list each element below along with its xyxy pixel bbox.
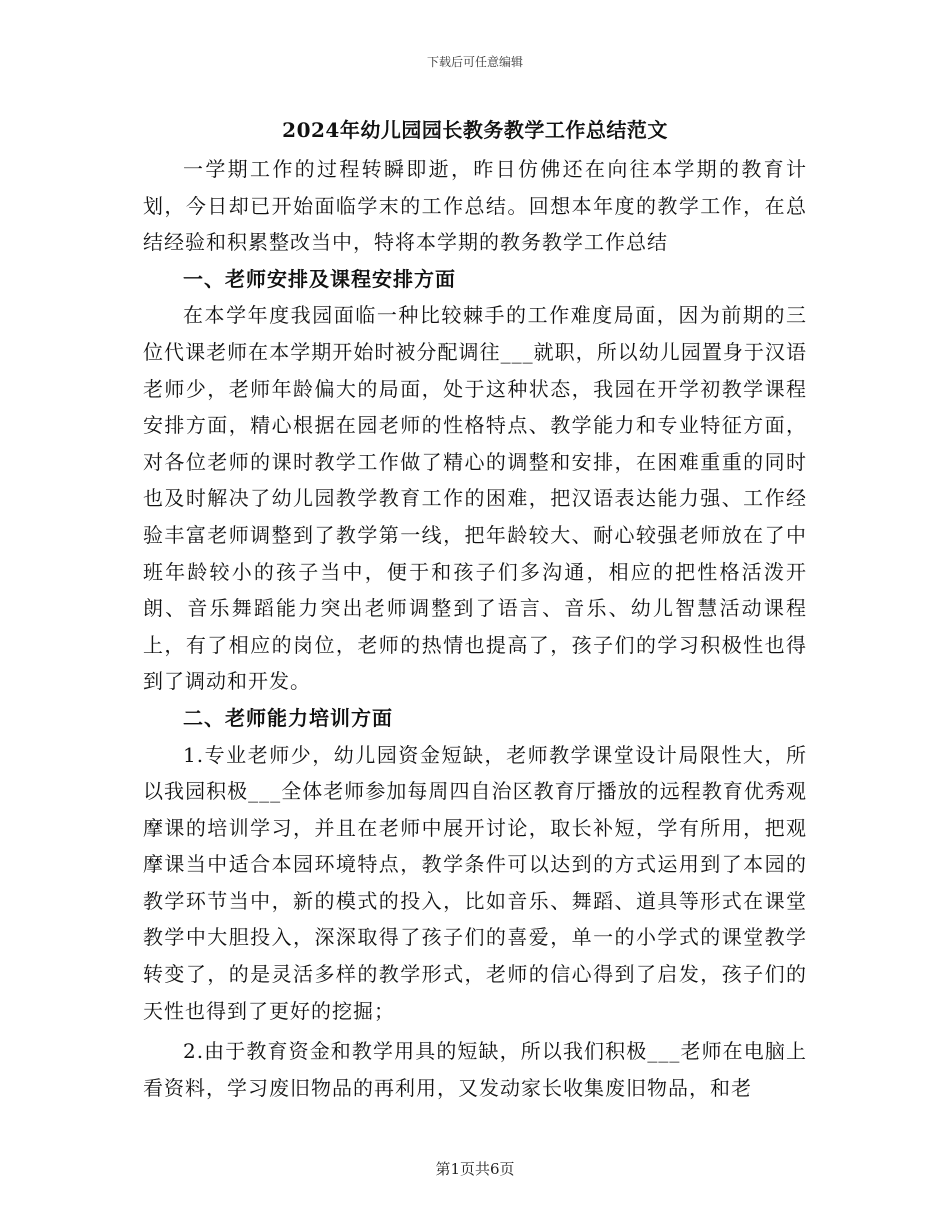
intro-paragraph: 一学期工作的过程转瞬即逝，昨日仿佛还在向往本学期的教育计划，今日却已开始面临学末的工作总结。回想本年度的教学工作，在总结经验和积累整改当中，特将本学期的教务教学工作总结 [143, 157, 807, 255]
section-2-item-1: 1.专业老师少，幼儿园资金短缺，老师教学课堂设计局限性大，所以我园积极___全体老师参加每周四自治区教育厅播放的远程教育优秀观摩课的培训学习，并且在老师中展开讨论，取长补短，学有所用，把观摩课当中适合本园环境特点，教学条件可以达到的方式运用到了本园的教学环节当中，新的模式的投入，比如音乐、舞蹈、道具等形式在课堂教学中大胆投入，深深取得了孩子们的喜爱，单一的小学式的课堂教学转变了，的是灵活多样的教学形式，老师的信心得到了启发，孩子们的天性也得到了更好的挖掘； [143, 742, 807, 1023]
section-2-item-2: 2.由于教育资金和教学用具的短缺，所以我们积极___老师在电脑上看资料，学习废旧物品的再利用，又发动家长收集废旧物品，和老 [143, 1039, 807, 1100]
document-body [143, 113, 807, 1106]
section-2-heading: 二、老师能力培训方面 [183, 705, 393, 730]
section-1-heading: 一、老师安排及课程安排方面 [183, 266, 456, 291]
page-header-note: 下载后可任意编辑 [426, 55, 523, 69]
document-title: 2024年幼儿园园长教务教学工作总结范文 [282, 118, 668, 142]
section-1-paragraph: 在本学年度我园面临一种比较棘手的工作难度局面，因为前期的三位代课老师在本学期开始时被分配调往___就职，所以幼儿园置身于汉语老师少，老师年龄偏大的局面，处于这种状态，我园在开学初教学课程安排方面，精心根据在园老师的性格特点、教学能力和专业特征方面，对各位老师的课时教学工作做了精心的调整和安排，在困难重重的同时也及时解决了幼儿园教学教育工作的困难，把汉语表达能力强、工作经验丰富老师调整到了教学第一线，把年龄较大、耐心较强老师放在了中班年龄较小的孩子当中，便于和孩子们多沟通，相应的把性格活泼开朗、音乐舞蹈能力突出老师调整到了语言、音乐、幼儿智慧活动课程上，有了相应的岗位，老师的热情也提高了，孩子们的学习积极性也得到了调动和开发。 [143, 303, 807, 694]
page-footer: 第1页共6页 [435, 1160, 515, 1178]
